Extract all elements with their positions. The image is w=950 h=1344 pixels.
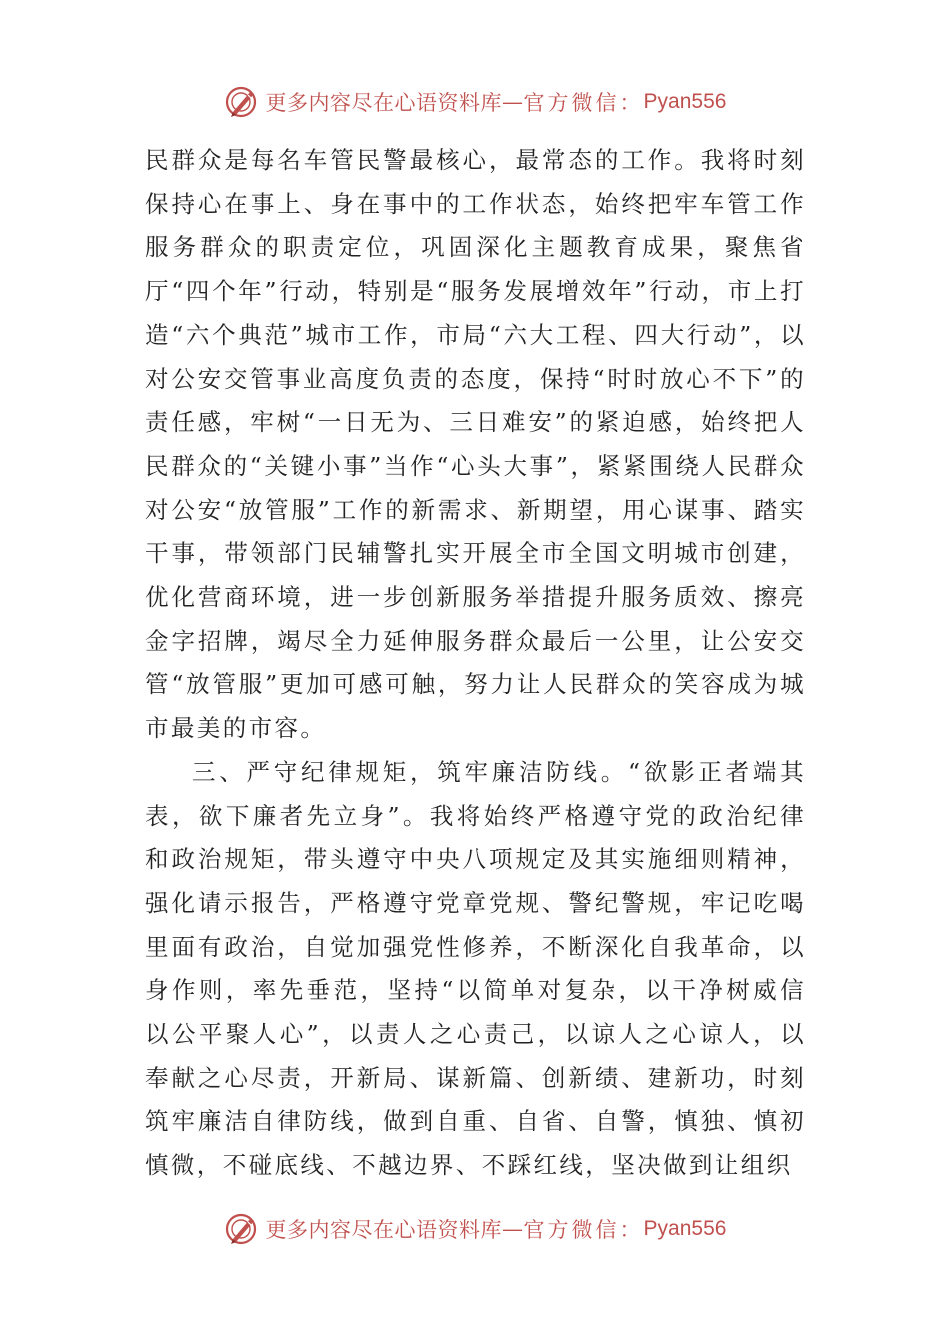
brand-text: 更多内容尽在心语资料库 xyxy=(265,91,503,115)
pen-logo-icon xyxy=(224,1211,260,1247)
separator: — xyxy=(502,1217,524,1241)
paragraph-1: 民群众是每名车管民警最核心，最常态的工作。我将时刻保持心在事上、身在事中的工作状态，始终把牢车管工作服务群众的职责定位，巩固深化主题教育成果，聚焦省厅“四个年”行动，特别是“服务发展增效年”行动，市上打造“六个典范”城市工作，市局“六大工程、四大行动”，以对公安交管事业高度负责的态度，保持“时时放心不下”的责任感，牢树“一日无为、三日难安”的紧迫感，始终把人民群众的“关键小事”当作“心头大事”，紧紧围绕人民群众对公安“放管服”工作的新需求、新期望，用心谋事、踏实干事，带领部门民辅警扎实开展全市全国文明城市创建，优化营商环境，进一步创新服务举措提升服务质效、擦亮金字招牌，竭尽全力延伸服务群众最后一公里，让公安交管“放管服”更加可感可触，努力让人民群众的笑容成为城市最美的市容。 xyxy=(145,146,806,743)
brand-text: 更多内容尽在心语资料库 xyxy=(265,1218,503,1242)
wechat-id: Pyan556 xyxy=(643,90,727,113)
wechat-label: 官方微信： xyxy=(523,91,644,115)
separator: — xyxy=(502,90,524,114)
document-body xyxy=(145,139,806,1188)
wechat-label: 官方微信： xyxy=(523,1218,644,1242)
pen-logo-icon xyxy=(224,84,260,120)
header-banner xyxy=(0,82,950,122)
paragraph-2: 三、严守纪律规矩，筑牢廉洁防线。“欲影正者端其表，欲下廉者先立身”。我将始终严格遵守党的政治纪律和政治规矩，带头遵守中央八项规定及其实施细则精神，强化请示报告，严格遵守党章党规、警纪警规，牢记吃喝里面有政治，自觉加强党性修养，不断深化自我革命，以身作则，率先垂范，坚持“以简单对复杂，以干净树威信以公平聚人心”，以责人之心责己，以谅人之心谅人，以奉献之心尽责，开新局、谋新篇、创新绩、建新功，时刻筑牢廉洁自律防线，做到自重、自省、自警，慎独、慎初慎微，不碰底线、不越边界、不踩红线，坚决做到让组织 xyxy=(145,757,806,1180)
wechat-id: Pyan556 xyxy=(643,1217,727,1240)
footer-banner xyxy=(0,1209,950,1249)
